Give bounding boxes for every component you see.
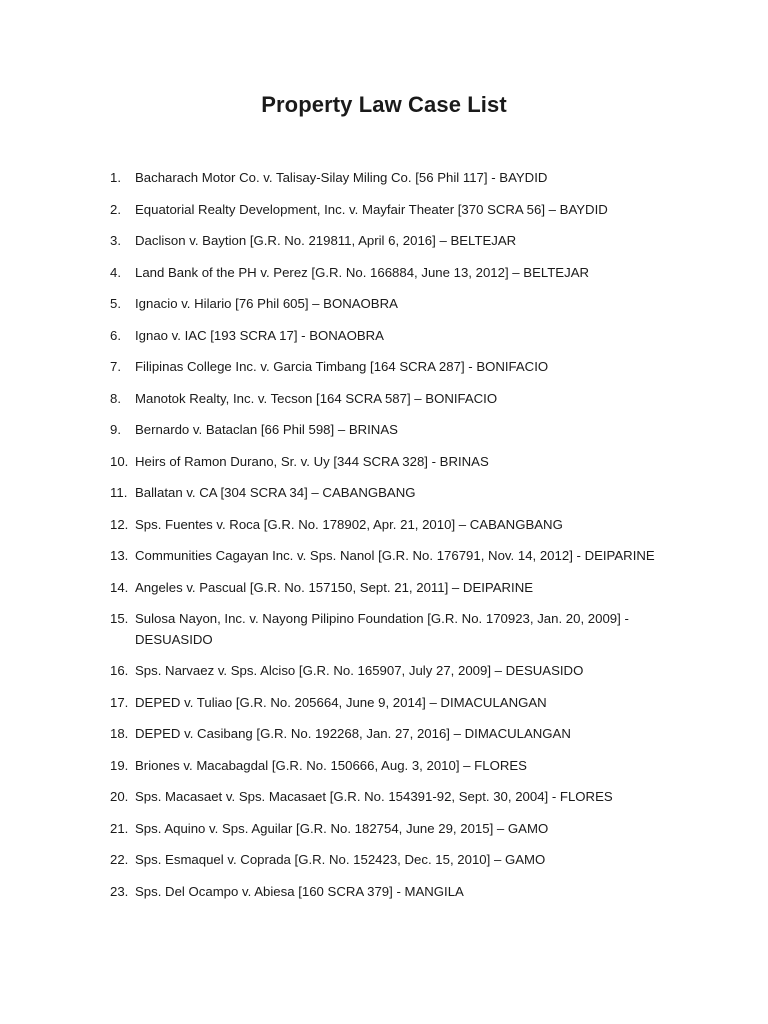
case-item-23 — [110, 882, 670, 903]
case-text: Sps. Del Ocampo v. Abiesa [160 SCRA 379] - MANGILA — [135, 883, 464, 899]
case-item-1 — [110, 168, 670, 189]
case-number: 17. — [110, 694, 129, 710]
case-list — [110, 168, 670, 913]
case-text: Ignacio v. Hilario [76 Phil 605] – BONAOBRA — [135, 296, 398, 311]
case-item-18 — [110, 724, 670, 745]
case-number: 14. — [110, 579, 129, 595]
case-text: Heirs of Ramon Durano, Sr. v. Uy [344 SCRA 328] - BRINAS — [135, 453, 489, 469]
case-number: 7. — [110, 359, 121, 374]
case-number: 10. — [110, 453, 129, 469]
case-text: Sps. Narvaez v. Sps. Alciso [G.R. No. 165907, July 27, 2009] – DESUASIDO — [135, 663, 584, 678]
case-item-14 — [110, 578, 670, 599]
case-text: Sps. Esmaquel v. Coprada [G.R. No. 152423, Dec. 15, 2010] – GAMO — [135, 852, 546, 867]
case-item-16 — [110, 661, 670, 682]
case-text: Bacharach Motor Co. v. Talisay-Silay Miling Co. [56 Phil 117] - BAYDID — [135, 170, 548, 185]
case-number: 1. — [110, 170, 121, 185]
case-text: DEPED v. Tuliao [G.R. No. 205664, June 9, 2014] – DIMACULANGAN — [135, 694, 547, 710]
case-item-5 — [110, 294, 670, 315]
case-text: Filipinas College Inc. v. Garcia Timbang [164 SCRA 287] - BONIFACIO — [135, 359, 549, 374]
case-item-8 — [110, 389, 670, 410]
page-title: Property Law Case List — [261, 92, 507, 117]
case-text: Briones v. Macabagdal [G.R. No. 150666, Aug. 3, 2010] – FLORES — [135, 757, 527, 773]
case-number: 6. — [110, 327, 121, 343]
case-number: 20. — [110, 789, 129, 804]
case-number: 3. — [110, 233, 121, 248]
case-item-19 — [110, 756, 670, 777]
case-item-15 — [110, 609, 670, 650]
case-item-20 — [110, 787, 670, 808]
case-number: 8. — [110, 390, 121, 406]
case-text: Ignao v. IAC [193 SCRA 17] - BONAOBRA — [135, 327, 384, 343]
case-number: 9. — [110, 422, 121, 437]
case-item-4 — [110, 263, 670, 284]
case-item-17 — [110, 693, 670, 714]
case-text: Sps. Macasaet v. Sps. Macasaet [G.R. No. 154391-92, Sept. 30, 2004] - FLORES — [135, 789, 613, 804]
case-item-10 — [110, 452, 670, 473]
case-item-12 — [110, 515, 670, 536]
case-text: Daclison v. Baytion [G.R. No. 219811, April 6, 2016] – BELTEJAR — [135, 233, 517, 248]
case-number: 19. — [110, 757, 129, 773]
case-item-7 — [110, 357, 670, 378]
case-number: 16. — [110, 663, 129, 678]
case-item-9 — [110, 420, 670, 441]
case-number: 2. — [110, 201, 121, 217]
case-text: Land Bank of the PH v. Perez [G.R. No. 166884, June 13, 2012] – BELTEJAR — [135, 264, 590, 280]
case-number: 13. — [110, 548, 129, 563]
case-text: Ballatan v. CA [304 SCRA 34] – CABANGBANG — [135, 485, 416, 500]
case-text: Angeles v. Pascual [G.R. No. 157150, Sept. 21, 2011] – DEIPARINE — [135, 579, 534, 595]
case-text: Equatorial Realty Development, Inc. v. Mayfair Theater [370 SCRA 56] – BAYDID — [135, 201, 608, 217]
case-text: Sps. Fuentes v. Roca [G.R. No. 178902, Apr. 21, 2010] – CABANGBANG — [135, 516, 563, 532]
case-text: DEPED v. Casibang [G.R. No. 192268, Jan. 27, 2016] – DIMACULANGAN — [135, 726, 571, 741]
case-item-21 — [110, 819, 670, 840]
case-item-22 — [110, 850, 670, 871]
case-number: 5. — [110, 296, 121, 311]
case-item-11 — [110, 483, 670, 504]
case-text: Bernardo v. Bataclan [66 Phil 598] – BRINAS — [135, 422, 398, 437]
case-item-13 — [110, 546, 670, 567]
case-number: 21. — [110, 820, 129, 836]
case-number: 11. — [110, 485, 128, 500]
case-item-6 — [110, 326, 670, 347]
case-number: 23. — [110, 883, 129, 899]
case-number: 22. — [110, 852, 129, 867]
case-number: 15. — [110, 611, 129, 626]
case-number: 12. — [110, 516, 129, 532]
case-text: Manotok Realty, Inc. v. Tecson [164 SCRA 587] – BONIFACIO — [135, 390, 498, 406]
case-text: Sulosa Nayon, Inc. v. Nayong Pilipino Foundation [G.R. No. 170923, Jan. 20, 2009] - DESUASIDO — [135, 611, 629, 647]
case-number: 18. — [110, 726, 129, 741]
case-item-3 — [110, 231, 670, 252]
case-item-2 — [110, 200, 670, 221]
case-text: Communities Cagayan Inc. v. Sps. Nanol [G.R. No. 176791, Nov. 14, 2012] - DEIPARINE — [135, 548, 655, 563]
case-text: Sps. Aquino v. Sps. Aguilar [G.R. No. 182754, June 29, 2015] – GAMO — [135, 820, 549, 836]
case-number: 4. — [110, 264, 121, 280]
